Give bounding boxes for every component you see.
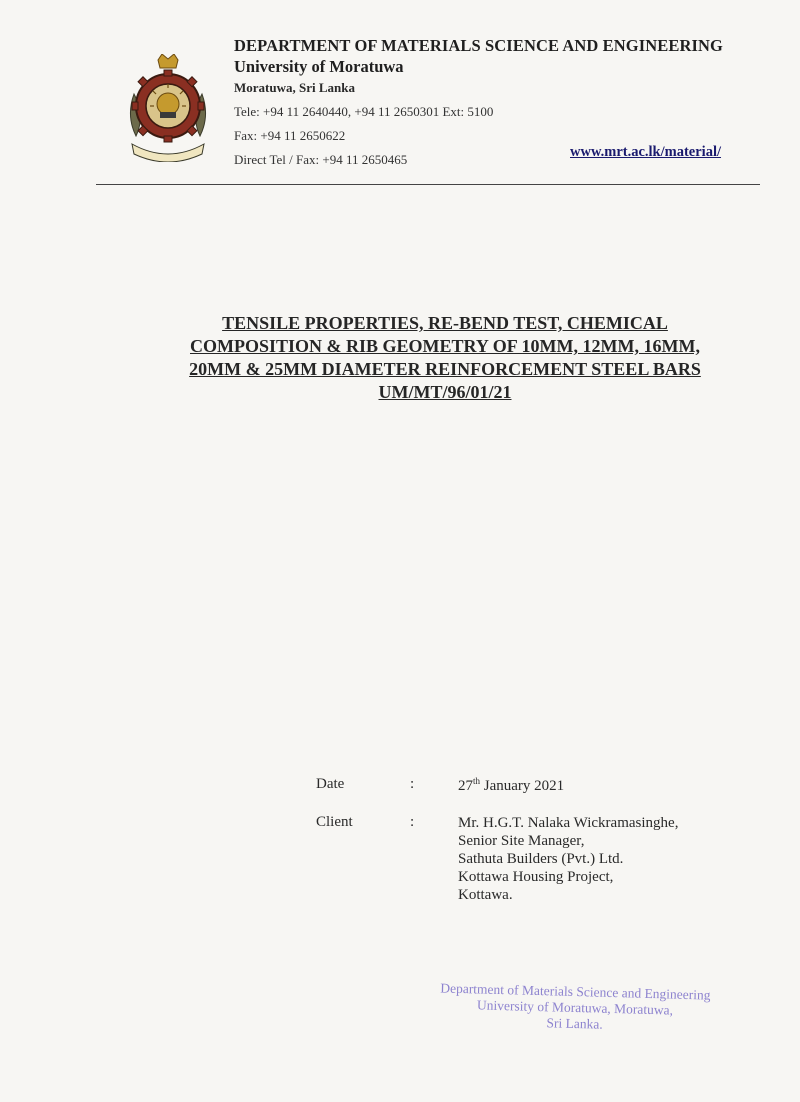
fax-number: Fax: +94 11 2650622 xyxy=(234,128,346,143)
university-location: Moratuwa, Sri Lanka xyxy=(234,80,355,95)
title-line-1: TENSILE PROPERTIES, RE-BEND TEST, CHEMICAL xyxy=(222,313,668,333)
stamp-line-3: Sri Lanka. xyxy=(546,1015,603,1032)
website-link[interactable]: www.mrt.ac.lk/material/ xyxy=(570,144,722,160)
report-reference: UM/MT/96/01/21 xyxy=(378,382,512,402)
date-value xyxy=(458,776,564,795)
stamp-line-1: Department of Materials Science and Engineering xyxy=(440,980,711,1003)
client-line: Sathuta Builders (Pvt.) Ltd. xyxy=(458,851,624,867)
title-line-2: COMPOSITION & RIB GEOMETRY OF 10MM, 12MM, 16MM, xyxy=(190,336,700,356)
university-logo xyxy=(126,54,210,162)
client-line: Kottawa Housing Project, xyxy=(458,869,614,885)
department-stamp xyxy=(419,980,730,1036)
client-label: Client xyxy=(316,814,353,830)
direct-tel-fax: Direct Tel / Fax: +94 11 2650465 xyxy=(234,152,408,167)
date-label: Date xyxy=(316,776,345,792)
date-suffix: th xyxy=(473,776,481,786)
date-day: 27 xyxy=(458,778,473,794)
report-title xyxy=(150,312,740,404)
client-address xyxy=(458,814,678,904)
stamp-line-2: University of Moratuwa, Moratuwa, xyxy=(476,997,674,1018)
client-line: Kottawa. xyxy=(458,887,513,903)
letterhead-divider xyxy=(96,184,760,185)
date-month-year: January 2021 xyxy=(480,778,565,794)
client-line: Mr. H.G.T. Nalaka Wickramasinghe, xyxy=(458,815,679,831)
date-colon: : xyxy=(410,776,415,792)
university-name: University of Moratuwa xyxy=(234,57,404,76)
client-colon: : xyxy=(410,814,415,830)
client-line: Senior Site Manager, xyxy=(458,833,585,849)
telephone-numbers: Tele: +94 11 2640440, +94 11 2650301 Ext: 5100 xyxy=(234,104,494,119)
department-name: DEPARTMENT OF MATERIALS SCIENCE AND ENGINEERING xyxy=(234,36,723,55)
title-line-3: 20MM & 25MM DIAMETER REINFORCEMENT STEEL BARS xyxy=(189,359,701,379)
